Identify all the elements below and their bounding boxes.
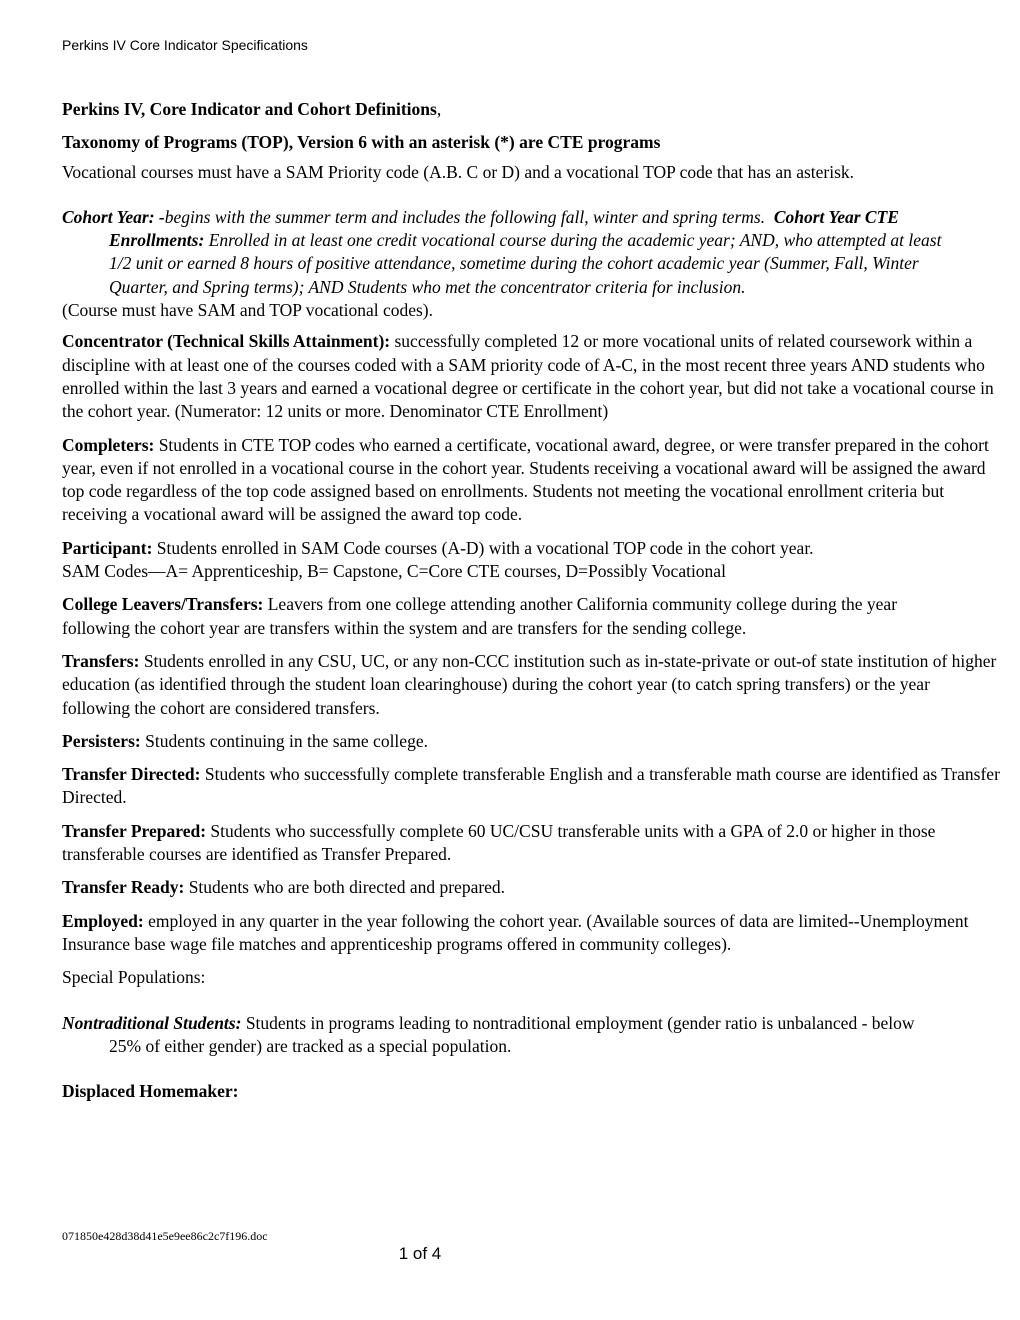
definition-term: Nontraditional Students: xyxy=(62,1012,242,1033)
definition-transfers xyxy=(62,650,1002,720)
document-title xyxy=(62,98,1002,121)
footer-filename: 071850e428d38d41e5e9ee86c2c7f196.doc xyxy=(62,1229,268,1243)
definition-term: Transfers: xyxy=(62,650,140,671)
definition-term: Completers: xyxy=(62,434,155,455)
definition-term: College Leavers/Transfers: xyxy=(62,594,264,615)
page-header: Perkins IV Core Indicator Specifications xyxy=(62,37,308,53)
definition-term: Employed: xyxy=(62,910,144,931)
definition-text: Students in programs leading to nontraditional employment (gender ratio is unbalanced - below 25% of either gender) are tracked as a special population. xyxy=(109,1012,915,1056)
definition-text: Students enrolled in any CSU, UC, or any non-CCC institution such as in-state-private or out-of state institution of higher education (as identified through the student loan clearinghouse) during the cohort year (to catch spring transfers) or the year following the cohort are considered transfers. xyxy=(62,650,997,718)
definition-text: successfully completed 12 or more vocational units of related coursework within a discipline with at least one of the courses coded with a SAM priority code of A-C, in the most recent three years AND students who enrolled within the last 3 years and earned a vocational degree or certificate in the cohort year, but did not take a vocational course in the cohort year. (Numerator: 12 units or more. Denominator CTE Enrollment) xyxy=(62,331,994,422)
definition-persisters xyxy=(62,730,1002,753)
definition-term: Transfer Directed: xyxy=(62,764,201,785)
special-populations-heading: Special Populations: xyxy=(62,967,206,988)
title-comma: , xyxy=(436,99,442,119)
definition-text: Students enrolled in SAM Code courses (A-D) with a vocational TOP code in the cohort year. xyxy=(156,537,814,558)
definition-term: Persisters: xyxy=(62,730,141,751)
definition-completers xyxy=(62,434,1002,527)
definition-text: Students who successfully complete transferable English and a transferable math course are identified as Transfer Directed. xyxy=(62,764,1000,808)
definition-concentrator xyxy=(62,330,1002,423)
cohort-cte-text: Enrolled in at least one credit vocational course during the academic year; AND, who attempted at least 1/2 unit or earned 8 hours of positive attendance, sometime during the cohort academic year (Summer, Fall, Winter Quarter, and Spring terms); AND Students who met the concentrator criteria for inclusion. xyxy=(109,230,942,297)
definition-college-leavers xyxy=(62,593,1002,640)
footer-page-number: 1 of 4 xyxy=(398,1244,442,1263)
definition-text: Students continuing in the same college. xyxy=(145,730,428,751)
definition-text: Students who successfully complete 60 UC/CSU transferable units with a GPA of 2.0 or higher in those transferable courses are identified as Transfer Prepared. xyxy=(62,820,936,865)
definition-transfer-prepared xyxy=(62,820,1002,867)
document-body xyxy=(62,98,1002,1113)
cohort-definition xyxy=(62,206,1002,299)
definition-term: Participant: xyxy=(62,537,153,558)
cohort-year-text: begins with the summer term and includes the following fall, winter and spring terms. xyxy=(164,206,766,227)
definition-employed xyxy=(62,910,1002,957)
definition-term: Concentrator (Technical Skills Attainment): xyxy=(62,331,391,352)
cohort-year-term: Cohort Year: - xyxy=(62,206,165,227)
definition-transfer-directed xyxy=(62,763,1002,810)
definition-text: Students who are both directed and prepared. xyxy=(188,877,506,898)
displaced-homemaker-heading xyxy=(62,1080,1002,1103)
definition-text: Leavers from one college attending another California community college during the year following the cohort year are transfers within the system and are transfers for the sending college. xyxy=(62,594,898,638)
intro-paragraph: Vocational courses must have a SAM Priority code (A.B. C or D) and a vocational TOP code that has an asterisk. xyxy=(62,161,855,182)
cohort-cte-term: Cohort Year CTE Enrollments: xyxy=(109,206,899,251)
displaced-homemaker-term: Displaced Homemaker: xyxy=(62,1081,239,1102)
definition-nontraditional xyxy=(62,1012,1002,1059)
definition-text: employed in any quarter in the year following the cohort year. (Available sources of data are limited--Unemployment Insurance base wage file matches and apprenticeship programs offered in community colleges). xyxy=(62,910,969,954)
definition-transfer-ready xyxy=(62,876,1002,899)
sam-codes-text: SAM Codes—A= Apprenticeship, B= Capstone, C=Core CTE courses, D=Possibly Vocational xyxy=(62,561,726,582)
cohort-note: (Course must have SAM and TOP vocational codes). xyxy=(62,300,434,321)
document-subtitle xyxy=(62,131,1002,154)
definition-term: Transfer Ready: xyxy=(62,877,185,898)
definition-participant xyxy=(62,537,1002,584)
subtitle-text: Taxonomy of Programs (TOP), Version 6 with an asterisk (*) are CTE programs xyxy=(62,132,661,153)
definition-term: Transfer Prepared: xyxy=(62,820,207,841)
title-text: Perkins IV, Core Indicator and Cohort Definitions xyxy=(62,99,437,119)
definition-text: Students in CTE TOP codes who earned a certificate, vocational award, degree, or were transfer prepared in the cohort year, even if not enrolled in a vocational course in the cohort year. Students receiving a vocational award will be assigned the award top code regardless of the top code assigned based on enrollments. Students not meeting the vocational enrollment criteria but receiving a vocational award will be assigned the award top code. xyxy=(62,434,989,525)
